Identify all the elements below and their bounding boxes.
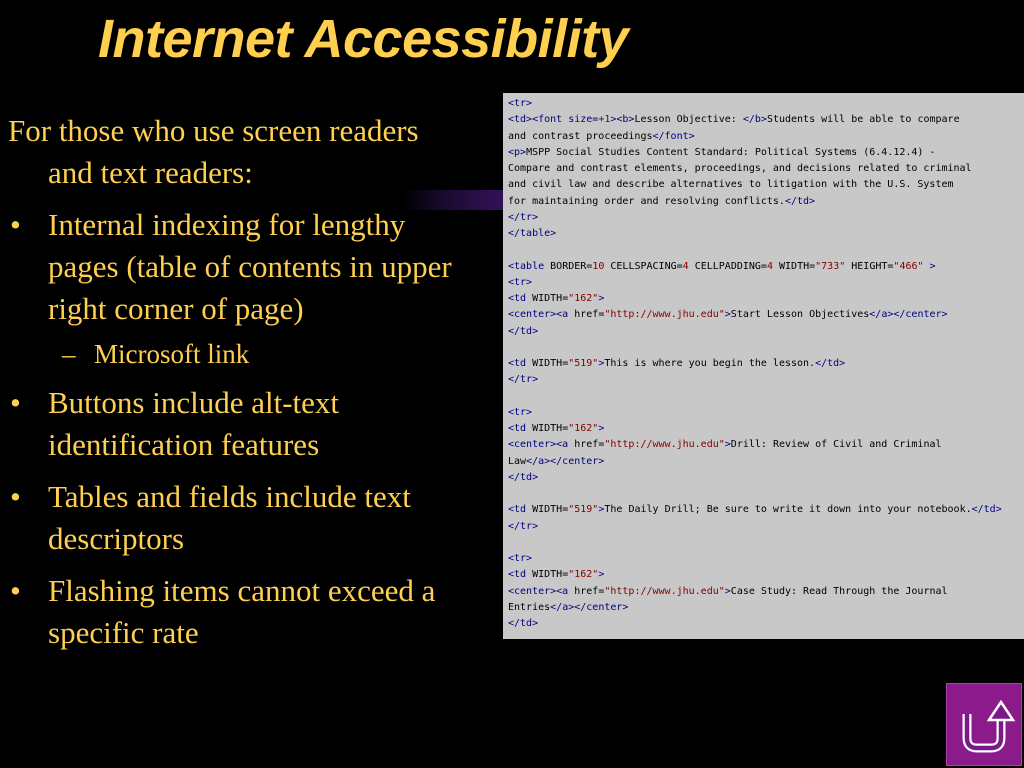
code-token: <td <box>508 504 533 516</box>
code-token: <td><font <box>508 114 569 126</box>
bullet-dot: • <box>10 573 21 608</box>
code-token: WIDTH= <box>532 504 569 516</box>
code-token: The Daily Drill; Be sure to write it down into your notebook. <box>604 504 972 516</box>
code-line <box>508 502 1020 518</box>
code-line <box>508 242 1020 258</box>
code-token: </tr> <box>508 211 539 223</box>
code-token: Start Lesson Objectives <box>730 309 870 321</box>
code-token: </font> <box>652 130 695 142</box>
code-token: <center><a <box>508 309 575 321</box>
code-line <box>508 291 1020 307</box>
home-button[interactable] <box>946 683 1022 766</box>
code-token: > <box>923 260 936 272</box>
code-token: size= <box>568 114 599 126</box>
code-token: <tr> <box>508 98 533 109</box>
code-token: CELLSPACING= <box>604 260 683 272</box>
code-token: </td> <box>971 504 1002 516</box>
bullet-item <box>8 570 463 654</box>
code-token: </table> <box>508 228 557 239</box>
code-line <box>508 372 1020 388</box>
code-token: Case Study: Read Through the Journal <box>730 585 948 597</box>
bullet-list <box>8 110 463 664</box>
bullet-item <box>8 204 463 330</box>
code-token: </td> <box>508 325 539 337</box>
microsoft-link[interactable]: Microsoft link <box>94 339 250 369</box>
code-token: > <box>598 423 605 434</box>
code-token: </b> <box>742 114 767 126</box>
code-token: 4 <box>766 260 773 272</box>
code-token: </td> <box>784 195 816 207</box>
code-token: CELLPADDING= <box>688 260 767 272</box>
code-token: "http://www.jhu.edu" <box>604 309 725 321</box>
code-line <box>508 210 1020 226</box>
code-token: > <box>724 585 731 597</box>
code-token: Compare and contrast elements, proceedings, and decisions related to criminal <box>508 163 972 174</box>
code-token: Law <box>508 455 527 467</box>
sub-bullet-dash: – <box>62 339 76 369</box>
code-line <box>508 194 1020 210</box>
bullet-item <box>8 476 463 560</box>
code-token: 4 <box>682 260 689 272</box>
code-token: > <box>598 358 605 369</box>
html-code-screenshot <box>503 93 1024 639</box>
code-token: </td> <box>508 618 539 629</box>
slide-title: Internet Accessibility <box>98 9 629 69</box>
code-line <box>508 96 1020 112</box>
code-line <box>508 226 1020 242</box>
code-token: 10 <box>592 260 605 272</box>
code-line <box>508 437 1020 453</box>
code-token: WIDTH= <box>532 423 569 434</box>
bullet-text: Flashing items cannot exceed a specific rate <box>48 573 436 650</box>
code-line <box>508 421 1020 437</box>
bullet-text: Internal indexing for lengthy pages (table of contents in upper right corner of page) <box>48 207 452 326</box>
code-token: <td <box>508 423 533 434</box>
bullet-dot: • <box>10 385 21 420</box>
code-token: <center><a <box>508 585 575 597</box>
code-token: </tr> <box>508 374 539 386</box>
code-token: > <box>598 504 605 516</box>
code-line <box>508 486 1020 502</box>
code-line <box>508 307 1020 323</box>
code-line <box>508 324 1020 340</box>
code-token: WIDTH= <box>772 260 816 272</box>
code-token: HEIGHT= <box>845 260 894 272</box>
code-token: </a></center> <box>526 455 605 467</box>
code-token: Students will be able to compare <box>766 114 960 126</box>
code-line <box>508 470 1020 486</box>
code-token: +1 <box>598 114 611 126</box>
code-token: <tr> <box>508 406 533 418</box>
code-line <box>508 551 1020 567</box>
code-token: </tr> <box>508 520 539 532</box>
code-token: "http://www.jhu.edu" <box>604 439 725 451</box>
intro-text: For those who use screen readers and text readers: <box>8 113 419 190</box>
code-token: and contrast proceedings <box>508 130 653 142</box>
code-token: <td <box>508 569 533 581</box>
code-token: This is where you begin the lesson. <box>604 358 816 369</box>
code-token: Lesson Objective: <box>634 114 743 126</box>
code-token: <tr> <box>508 553 533 564</box>
code-token: WIDTH= <box>532 293 569 304</box>
code-token: </td> <box>815 358 846 369</box>
code-token: WIDTH= <box>532 569 569 581</box>
code-line <box>508 405 1020 421</box>
code-line <box>508 129 1020 145</box>
code-token: > <box>724 309 731 321</box>
code-token: ><b> <box>610 114 635 126</box>
code-token: > <box>598 293 605 304</box>
code-token: "http://www.jhu.edu" <box>604 585 725 597</box>
code-token: href= <box>574 439 605 451</box>
code-token: "162" <box>568 423 599 434</box>
code-token: Drill: Review of Civil and Criminal <box>730 439 942 451</box>
code-token: </a></center> <box>550 601 629 613</box>
sub-bullet-item[interactable] <box>8 336 463 372</box>
bullet-text: Tables and fields include text descriptors <box>48 479 411 556</box>
code-token: <tr> <box>508 276 533 288</box>
code-token: Entries <box>508 601 551 613</box>
code-token: href= <box>574 585 605 597</box>
u-turn-arrow-icon <box>953 694 1015 756</box>
code-token: <td <box>508 293 533 304</box>
code-line <box>508 519 1020 535</box>
code-token: MSPP Social Studies Content Standard: Political Systems (6.4.12.4) - <box>526 146 936 158</box>
code-line <box>508 275 1020 291</box>
code-token: </td> <box>508 471 539 483</box>
code-line <box>508 259 1020 275</box>
code-token: for maintaining order and resolving conflicts. <box>508 195 785 207</box>
code-line <box>508 389 1020 405</box>
code-token: "466" <box>893 260 924 272</box>
code-line <box>508 600 1020 616</box>
code-token: and civil law and describe alternatives to litigation with the U.S. System <box>508 179 954 191</box>
code-token: "519" <box>568 504 599 516</box>
code-line <box>508 567 1020 583</box>
code-token: "519" <box>568 358 599 369</box>
code-token: <td <box>508 358 533 369</box>
code-line <box>508 112 1020 128</box>
code-token: <p> <box>508 146 527 158</box>
code-line <box>508 145 1020 161</box>
code-line <box>508 161 1020 177</box>
code-token: WIDTH= <box>532 358 569 369</box>
bullet-item <box>8 382 463 466</box>
bullet-dot: • <box>10 207 21 242</box>
code-line <box>508 177 1020 193</box>
code-line <box>508 535 1020 551</box>
code-token: <center><a <box>508 439 575 451</box>
code-token: "162" <box>568 569 599 581</box>
code-line <box>508 356 1020 372</box>
code-line <box>508 340 1020 356</box>
code-token: BORDER= <box>550 260 593 272</box>
code-token: </a></center> <box>869 309 948 321</box>
bullet-dot: • <box>10 479 21 514</box>
code-token: href= <box>574 309 605 321</box>
code-line <box>508 616 1020 632</box>
code-token: <table <box>508 260 551 272</box>
code-line <box>508 454 1020 470</box>
bullet-text: Buttons include alt-text identification features <box>48 385 340 462</box>
code-token: "733" <box>815 260 846 272</box>
code-token: > <box>724 439 731 451</box>
code-token: > <box>598 569 605 581</box>
code-token: "162" <box>568 293 599 304</box>
code-line <box>508 584 1020 600</box>
